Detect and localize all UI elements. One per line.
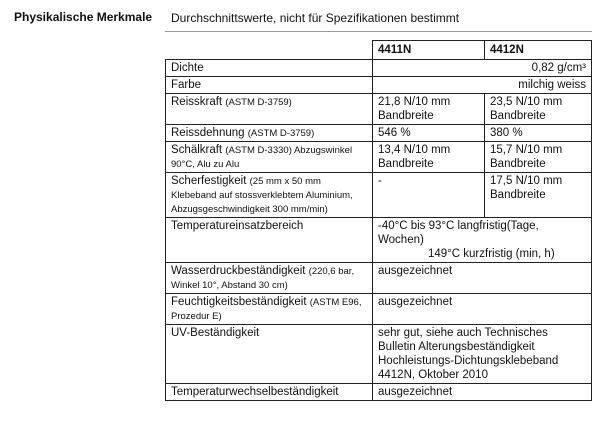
row-reisskraft bbox=[166, 94, 592, 125]
label-dichte: Dichte bbox=[166, 60, 373, 77]
row-uv bbox=[166, 325, 592, 384]
row-farbe bbox=[166, 77, 592, 94]
value-wasserdruck: ausgezeichnet bbox=[373, 263, 592, 294]
value-dichte: 0,82 g/cm³ bbox=[373, 60, 592, 77]
value-scherfestigkeit-4411n: - bbox=[373, 173, 485, 218]
divider bbox=[165, 31, 592, 32]
header-4411n: 4411N bbox=[373, 41, 485, 60]
value-temperatur bbox=[373, 218, 592, 263]
value-reissdehnung-4412n: 380 % bbox=[485, 125, 592, 142]
label-temperaturwechsel: Temperaturwechselbeständigkeit bbox=[166, 384, 373, 401]
label-schaelkraft: Schälkraft (ASTM D-3330) Abzugswinkel 90°C, Alu zu Alu bbox=[166, 142, 373, 173]
section-title: Physikalische Merkmale bbox=[14, 10, 153, 24]
value-schaelkraft-4412n: 15,7 N/10 mm Bandbreite bbox=[485, 142, 592, 173]
value-schaelkraft-4411n: 13,4 N/10 mm Bandbreite bbox=[373, 142, 485, 173]
section-subtitle: Durchschnittswerte, nicht für Spezifikationen bestimmt bbox=[171, 11, 460, 25]
header-empty bbox=[166, 41, 373, 60]
label-wasserdruck: Wasserdruckbeständigkeit (220,6 bar, Winkel 10°, Abstand 30 cm) bbox=[166, 263, 373, 294]
row-schaelkraft bbox=[166, 142, 592, 173]
row-dichte bbox=[166, 60, 592, 77]
label-scherfestigkeit: Scherfestigkeit (25 mm x 50 mm Klebeband auf stossverklebtem Aluminium, Abzugsgeschwindigkeit 300 mm/min) bbox=[166, 173, 373, 218]
row-reissdehnung bbox=[166, 125, 592, 142]
value-uv: sehr gut, siehe auch Technisches Bulletin Alterungsbeständigkeit Hochleistungs-Dichtungsklebeband 4412N, Oktober 2010 bbox=[373, 325, 592, 384]
row-temperatur bbox=[166, 218, 592, 263]
value-temperatur-line2: 149°C kurzfristig (min, h) bbox=[428, 248, 555, 260]
value-reissdehnung-4411n: 546 % bbox=[373, 125, 485, 142]
row-temperaturwechsel bbox=[166, 384, 592, 401]
header-4412n: 4412N bbox=[485, 41, 592, 60]
properties-table bbox=[165, 40, 592, 401]
label-reisskraft: Reisskraft (ASTM D-3759) bbox=[166, 94, 373, 125]
value-farbe: milchig weiss bbox=[373, 77, 592, 94]
value-scherfestigkeit-4412n: 17,5 N/10 mm Bandbreite bbox=[485, 173, 592, 218]
label-farbe: Farbe bbox=[166, 77, 373, 94]
value-feuchtigkeit: ausgezeichnet bbox=[373, 294, 592, 325]
label-reissdehnung: Reissdehnung (ASTM D-3759) bbox=[166, 125, 373, 142]
table-header-row bbox=[166, 41, 592, 60]
row-feuchtigkeit bbox=[166, 294, 592, 325]
label-uv: UV-Beständigkeit bbox=[166, 325, 373, 384]
value-reisskraft-4411n: 21,8 N/10 mm Bandbreite bbox=[373, 94, 485, 125]
row-wasserdruck bbox=[166, 263, 592, 294]
value-temperaturwechsel: ausgezeichnet bbox=[373, 384, 592, 401]
value-temperatur-line1: -40°C bis 93°C langfristig(Tage, Wochen) bbox=[378, 220, 539, 246]
row-scherfestigkeit bbox=[166, 173, 592, 218]
label-feuchtigkeit: Feuchtigkeitsbeständigkeit (ASTM E96, Prozedur E) bbox=[166, 294, 373, 325]
value-reisskraft-4412n: 23,5 N/10 mm Bandbreite bbox=[485, 94, 592, 125]
label-temperatur: Temperatureinsatzbereich bbox=[166, 218, 373, 263]
